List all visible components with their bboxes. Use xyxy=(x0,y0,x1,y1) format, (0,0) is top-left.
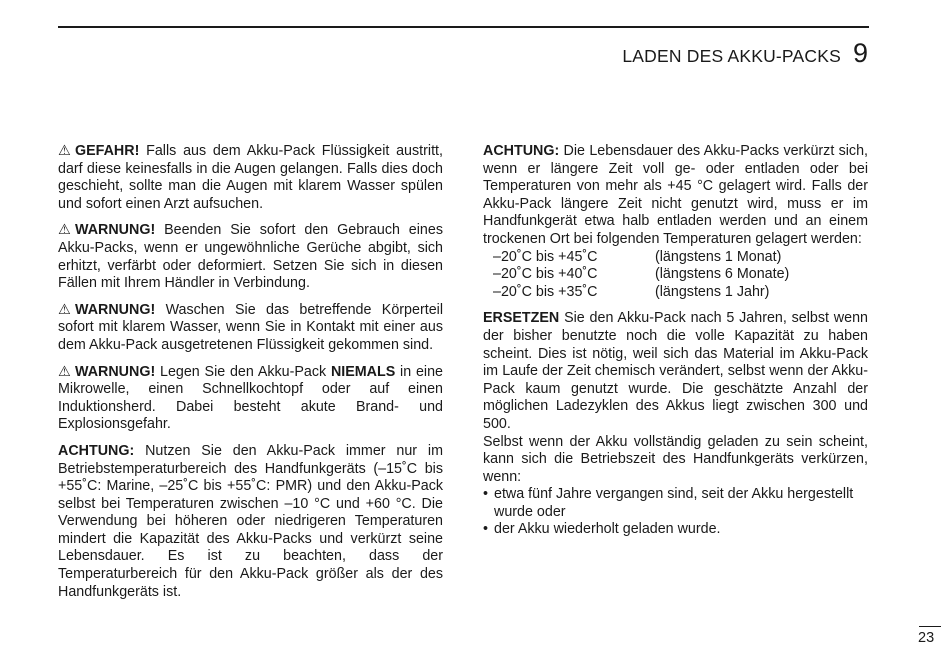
warnung-text-1: Beenden Sie sofort den Gebrauch eines Akku-Packs, wenn er ungewöhnliche Gerüche abgibt, sich erhitzt, verfärbt oder deformiert. Setzen Sie sich in diesen Fällen mit Ihrem Händler in Verbindung. xyxy=(58,222,443,292)
temp-row xyxy=(483,266,868,284)
warnung-text-3b: in eine Mikrowelle, einen Schnellkochtopf oder auf einen Induktionsherd. Dabei besteht akute Brand- und Explosionsgefahr. xyxy=(58,363,443,433)
achtung-text-left: Nutzen Sie den Akku-Pack immer nur im Betriebstemperaturbereich des Handfunkgeräts (–15˚C bis +55˚C: Marine, –25˚C bis +55˚C: PMR) und den Akku-Pack selbst bei Temperaturen zwischen –10 °C und +60 °C. Die Verwendung bei höheren oder niedrigeren Temperaturen mindert die Kapazität des Akku-Packs und verkürzt seine Lebensdauer. Es ist zu beachten, dass der Temperaturbereich für den Akku-Pack größer als der des Handfunkgeräts ist. xyxy=(58,442,443,600)
battery-note: Selbst wenn der Akku vollständig geladen zu sein scheint, kann sich die Betriebszeit des Handfunkgeräts verkürzen, wenn: xyxy=(483,433,868,485)
temp-range: –20˚C bis +40˚C xyxy=(493,266,598,283)
warnung-label-1: WARNUNG! xyxy=(75,222,156,239)
warnung-text-3a: Legen Sie den Akku-Pack xyxy=(155,363,331,380)
ersetzen-text: Sie den Akku-Pack nach 5 Jahren, selbst wenn der bisher benutzte noch die volle Kapazität zu haben scheint. Dies ist nötig, weil sich das Material im Akku-Pack im Laufe der Zeit chemisch verändert, selbst wenn der Akku-Pack kaum genutzt wurde. Die geschätzte Anzahl der möglichen Ladezyklen des Akkus liegt zwischen 300 und 500. xyxy=(483,310,868,432)
top-rule xyxy=(58,26,869,28)
achtung-text-right: Die Lebensdauer des Akku-Packs verkürzt sich, wenn er längere Zeit voll ge- oder entladen oder bei Temperaturen von mehr als +45 °C gelagert wird. Falls der Akku-Pack längere Zeit nicht genutzt wird, muss er im Handfunkgerät etwa halb entladen werden und an einem trockenen Ort bei folgenden Temperaturen gelagert werden: xyxy=(483,143,868,247)
page-header xyxy=(622,38,868,69)
storage-temperature-list xyxy=(483,249,868,302)
ersetzen-label: ERSETZEN xyxy=(483,310,560,327)
warning-triangle-icon: ⚠ xyxy=(58,143,71,159)
gefahr-text: Falls aus dem Akku-Pack Flüssigkeit austritt, darf diese keinesfalls in die Augen gelangen. Falls dies doch geschieht, sollte man die Augen mit klarem Wasser spülen und sofort einen Arzt aufsuchen. xyxy=(58,143,443,212)
achtung-paragraph-left xyxy=(58,443,443,601)
left-column xyxy=(58,143,443,610)
warnung-paragraph-3 xyxy=(58,364,443,434)
bullet-item: • der Akku wiederholt geladen wurde. xyxy=(483,521,868,539)
warnung-label-2: WARNUNG! xyxy=(75,301,156,318)
gefahr-label: GEFAHR! xyxy=(75,143,140,159)
temp-range: –20˚C bis +45˚C xyxy=(493,248,598,265)
achtung-label-right: ACHTUNG: xyxy=(483,143,560,159)
achtung-paragraph-right xyxy=(483,143,868,249)
temp-row xyxy=(483,249,868,267)
temp-range: –20˚C bis +35˚C xyxy=(493,283,598,300)
bullet-list xyxy=(483,486,868,539)
warnung-text-2: Waschen Sie das betreffende Körperteil sofort mit klarem Wasser, wenn Sie in Kontakt mit einer aus dem Akku-Pack ausgetretenen Flüssigkeit gekommen sind. xyxy=(58,301,443,353)
warnung-label-3: WARNUNG! xyxy=(75,363,156,380)
warning-triangle-icon: ⚠ xyxy=(58,363,71,380)
section-title: LADEN DES AKKU-PACKS xyxy=(622,46,841,66)
page-number: 23 xyxy=(918,630,935,646)
right-column xyxy=(483,143,868,539)
achtung-label-left: ACHTUNG: xyxy=(58,442,135,459)
gefahr-paragraph xyxy=(58,143,443,213)
chapter-number: 9 xyxy=(852,38,868,68)
warnung-paragraph-1 xyxy=(58,222,443,292)
ersetzen-paragraph xyxy=(483,310,868,433)
page-number-rule xyxy=(919,626,941,627)
temp-duration: (längstens 1 Monat) xyxy=(655,248,782,265)
bullet-item: • etwa fünf Jahre vergangen sind, seit der Akku hergestellt wurde oder xyxy=(483,486,868,521)
niemals-emphasis: NIEMALS xyxy=(330,363,396,380)
temp-duration: (längstens 1 Jahr) xyxy=(655,283,770,300)
warnung-paragraph-2 xyxy=(58,302,443,355)
warning-triangle-icon: ⚠ xyxy=(58,301,71,318)
temp-row xyxy=(483,284,868,302)
temp-duration: (längstens 6 Monate) xyxy=(655,266,790,283)
warning-triangle-icon: ⚠ xyxy=(58,222,71,239)
